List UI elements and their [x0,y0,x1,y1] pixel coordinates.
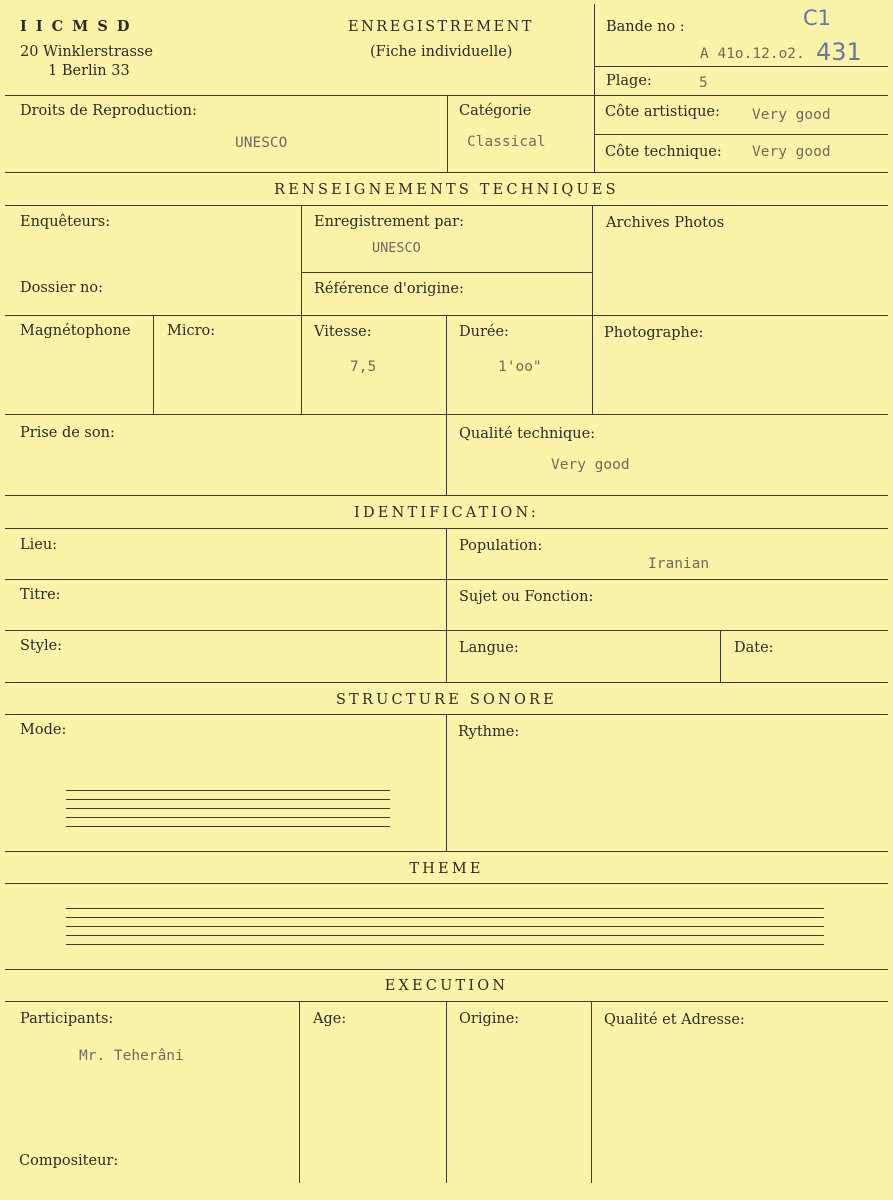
date-label: Date: [734,640,774,656]
photographe-label: Photographe: [604,325,704,341]
rule [5,682,888,683]
qualite-technique-label: Qualité technique: [459,426,596,442]
prise-de-son-label: Prise de son: [20,425,115,441]
rule [5,172,888,173]
rule [594,66,888,67]
form-subtitle: (Fiche individuelle) [370,44,513,60]
magnetophone-label: Magnétophone [20,323,131,339]
rule [592,205,593,414]
section-title-theme: THEME [409,861,484,877]
langue-label: Langue: [459,640,519,656]
rule [5,851,888,852]
rule [153,315,154,414]
rule [446,1001,447,1183]
rule [720,630,721,682]
staff-line [66,799,390,800]
cote-technique-value: Very good [752,144,831,160]
archives-photos-label: Archives Photos [606,215,725,231]
form-title: ENREGISTREMENT [348,19,534,35]
bande-value: A 41o.12.o2. [700,46,805,62]
titre-label: Titre: [20,587,61,603]
rule [299,1001,300,1183]
plage-value: 5 [699,75,708,91]
staff-line [66,817,390,818]
mode-label: Mode: [20,722,67,738]
sujet-label: Sujet ou Fonction: [459,589,594,605]
plage-label: Plage: [606,73,652,89]
population-label: Population: [459,538,543,554]
categorie-value: Classical [467,134,546,150]
corner-handwritten: C1 [803,6,832,30]
style-label: Style: [20,638,63,654]
rule [446,414,447,495]
droits-value: UNESCO [235,135,288,151]
micro-label: Micro: [167,323,216,339]
dossier-label: Dossier no: [20,280,103,296]
qualite-technique-value: Very good [551,457,630,473]
section-title-execution: EXECUTION [384,978,509,994]
staff-line [66,926,824,927]
rule [5,969,888,970]
rule [447,95,448,172]
rule [446,315,447,414]
bande-handwritten: 431 [816,38,862,66]
rule [5,495,888,496]
staff-line [66,935,824,936]
compositeur-label: Compositeur: [19,1153,119,1169]
rule [594,4,595,172]
bande-label: Bande no : [606,19,685,35]
vitesse-label: Vitesse: [314,324,372,340]
staff-line [66,826,390,827]
rule [446,714,447,851]
duree-value: 1'oo" [498,359,542,375]
staff-line [66,908,824,909]
rule [591,1001,592,1183]
rule [594,134,888,135]
address-line-2: 1 Berlin 33 [48,63,130,79]
org-name: I I C M S D [20,18,132,35]
rythme-label: Rythme: [458,724,520,740]
lieu-label: Lieu: [20,537,58,553]
rule [446,528,447,682]
origine-label: Origine: [459,1011,520,1027]
qualite-adresse-label: Qualité et Adresse: [604,1012,745,1028]
droits-label: Droits de Reproduction: [20,103,197,119]
enregistrement-par-label: Enregistrement par: [314,214,464,230]
staff-line [66,790,390,791]
vitesse-value: 7,5 [350,359,377,375]
rule [301,205,302,414]
rule [302,272,592,273]
age-label: Age: [313,1011,347,1027]
staff-line [66,808,390,809]
duree-label: Durée: [459,324,509,340]
section-title-identification: IDENTIFICATION: [354,505,539,521]
participants-label: Participants: [20,1011,114,1027]
reference-label: Référence d'origine: [314,281,464,297]
staff-line [66,917,824,918]
cote-technique-label: Côte technique: [605,144,722,160]
enqueteurs-label: Enquêteurs: [20,214,111,230]
population-value: Iranian [648,556,710,572]
categorie-label: Catégorie [459,103,532,119]
staff-line [66,944,824,945]
section-title-technique: RENSEIGNEMENTS TECHNIQUES [274,182,619,198]
cote-artistique-label: Côte artistique: [605,104,720,120]
participants-value: Mr. Teherâni [79,1048,184,1064]
enregistrement-par-value: UNESCO [372,240,421,256]
rule [5,883,888,884]
address-line-1: 20 Winklerstrasse [20,44,153,60]
section-title-structure: STRUCTURE SONORE [336,692,557,708]
cote-artistique-value: Very good [752,107,831,123]
rule [5,205,888,206]
